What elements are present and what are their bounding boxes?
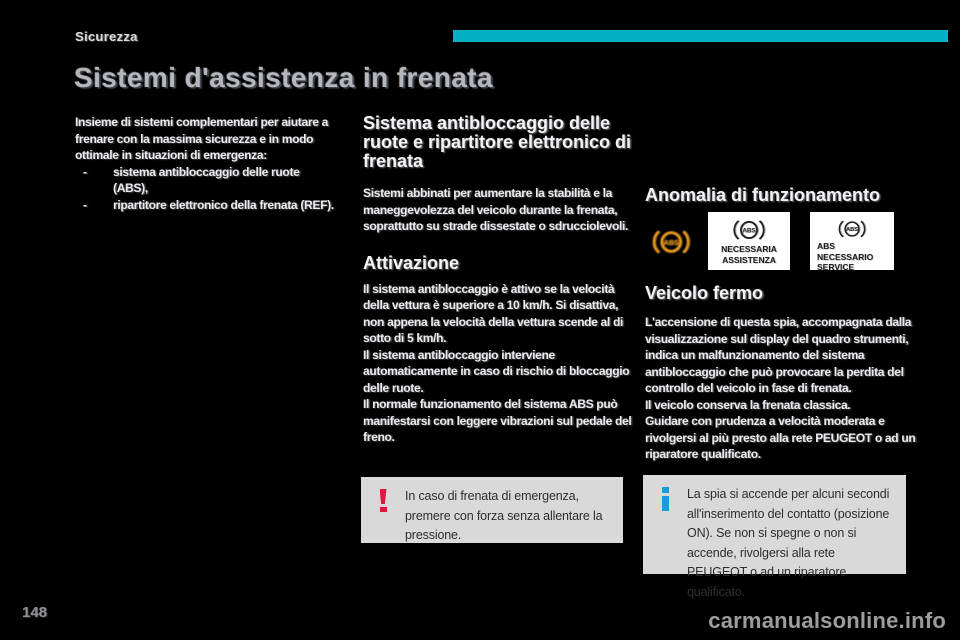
abs-indicator-box-assistenza [708, 212, 790, 270]
intro-text: Insieme di sistemi complementari per aiutare a frenare con la massima sicurezza e in modo ottimale in situazioni di emergenza: [75, 115, 328, 162]
watermark: carmanualsonline.info [708, 608, 946, 633]
bullet-dash: - [83, 197, 87, 212]
abs-system-column [363, 114, 635, 446]
activation-paragraph: Il normale funzionamento del sistema ABS può manifestarsi con leggere vibrazioni sul pedale del freno. [363, 397, 632, 444]
bullet-dash: - [83, 164, 87, 179]
abs-indicator-box-service [810, 212, 894, 270]
vehicle-stopped-paragraph: Guidare con prudenza a velocità moderata e rivolgersi al più presto alla rete PEUGEOT o ad un riparatore qualificato. [645, 414, 916, 461]
section-label: Sicurezza [75, 29, 138, 44]
page-title: Sistemi d'assistenza in frenata [74, 62, 493, 93]
indicator-label-line: ABS [817, 241, 835, 251]
accent-bar [453, 30, 948, 42]
activation-heading: Attivazione [363, 252, 460, 273]
activation-paragraph: Il sistema antibloccaggio interviene automaticamente in caso di rischio di bloccaggio delle ruote. [363, 347, 630, 395]
info-box-text: La spia si accende per alcuni secondi all'inserimento del contatto (posizione ON). Se non si spegne o non si accende, rivolgersi alla rete PEUGEOT o ad un riparatore qualificato. [687, 487, 890, 599]
warning-exclamation-icon [361, 477, 405, 512]
emergency-braking-warning-box [361, 477, 623, 543]
activation-paragraph: Il sistema antibloccaggio è attivo se la velocità della vettura è superiore a 10 km/h. Si disattiva, non appena la velocità della vettura scende al di sotto di 5 km/h. [363, 281, 624, 345]
abs-warning-lamp-icon [645, 222, 697, 262]
page-number: 148 [22, 604, 48, 621]
abs-system-body: Sistemi abbinati per aumentare la stabilità e la maneggevolezza del veicolo durante la frenata, soprattutto su strade dissestate o sdrucciolevoli. [363, 186, 629, 233]
vehicle-stopped-heading: Veicolo fermo [645, 283, 764, 303]
svg-text:ABS: ABS [742, 227, 756, 235]
warning-box-text: In caso di frenata di emergenza, premere con forza senza allentare la pressione. [405, 489, 603, 542]
intro-column [75, 114, 335, 213]
vehicle-stopped-paragraph: L'accensione di questa spia, accompagnata dalla visualizzazione sul display del quadro strumenti, indica un malfunzionamento del sistema antibloccaggio che può provocare la perdita del controllo del veicolo in fase di frenata. [645, 315, 912, 395]
indicator-label-line: ASSISTENZA [722, 254, 776, 265]
anomaly-column [645, 186, 933, 205]
anomaly-heading: Anomalia di funzionamento [645, 185, 881, 205]
vehicle-stopped-body [645, 314, 933, 463]
indicator-label-line: NECESSARIO SERVICE [817, 251, 874, 272]
abs-system-heading: Sistema antibloccaggio delle ruote e ripartitore elettronico di frenata [363, 113, 632, 171]
bullet-text: sistema antibloccaggio delle ruote (ABS), [113, 164, 300, 195]
info-icon [643, 475, 687, 511]
abs-indicator-icon [832, 217, 872, 241]
abs-lamp-info-box [643, 475, 906, 599]
bullet-text: ripartitore elettronico della frenata (REF). [113, 197, 334, 212]
list-item [75, 197, 335, 214]
vehicle-stopped-paragraph: Il veicolo conserva la frenata classica. [645, 397, 851, 412]
list-item [75, 164, 335, 197]
svg-text:ABS: ABS [663, 237, 679, 247]
abs-indicator-icon [723, 216, 775, 244]
intro-bullet-list [75, 164, 335, 214]
svg-text:ABS: ABS [845, 227, 859, 234]
indicator-label-line: NECESSARIA [721, 244, 777, 254]
